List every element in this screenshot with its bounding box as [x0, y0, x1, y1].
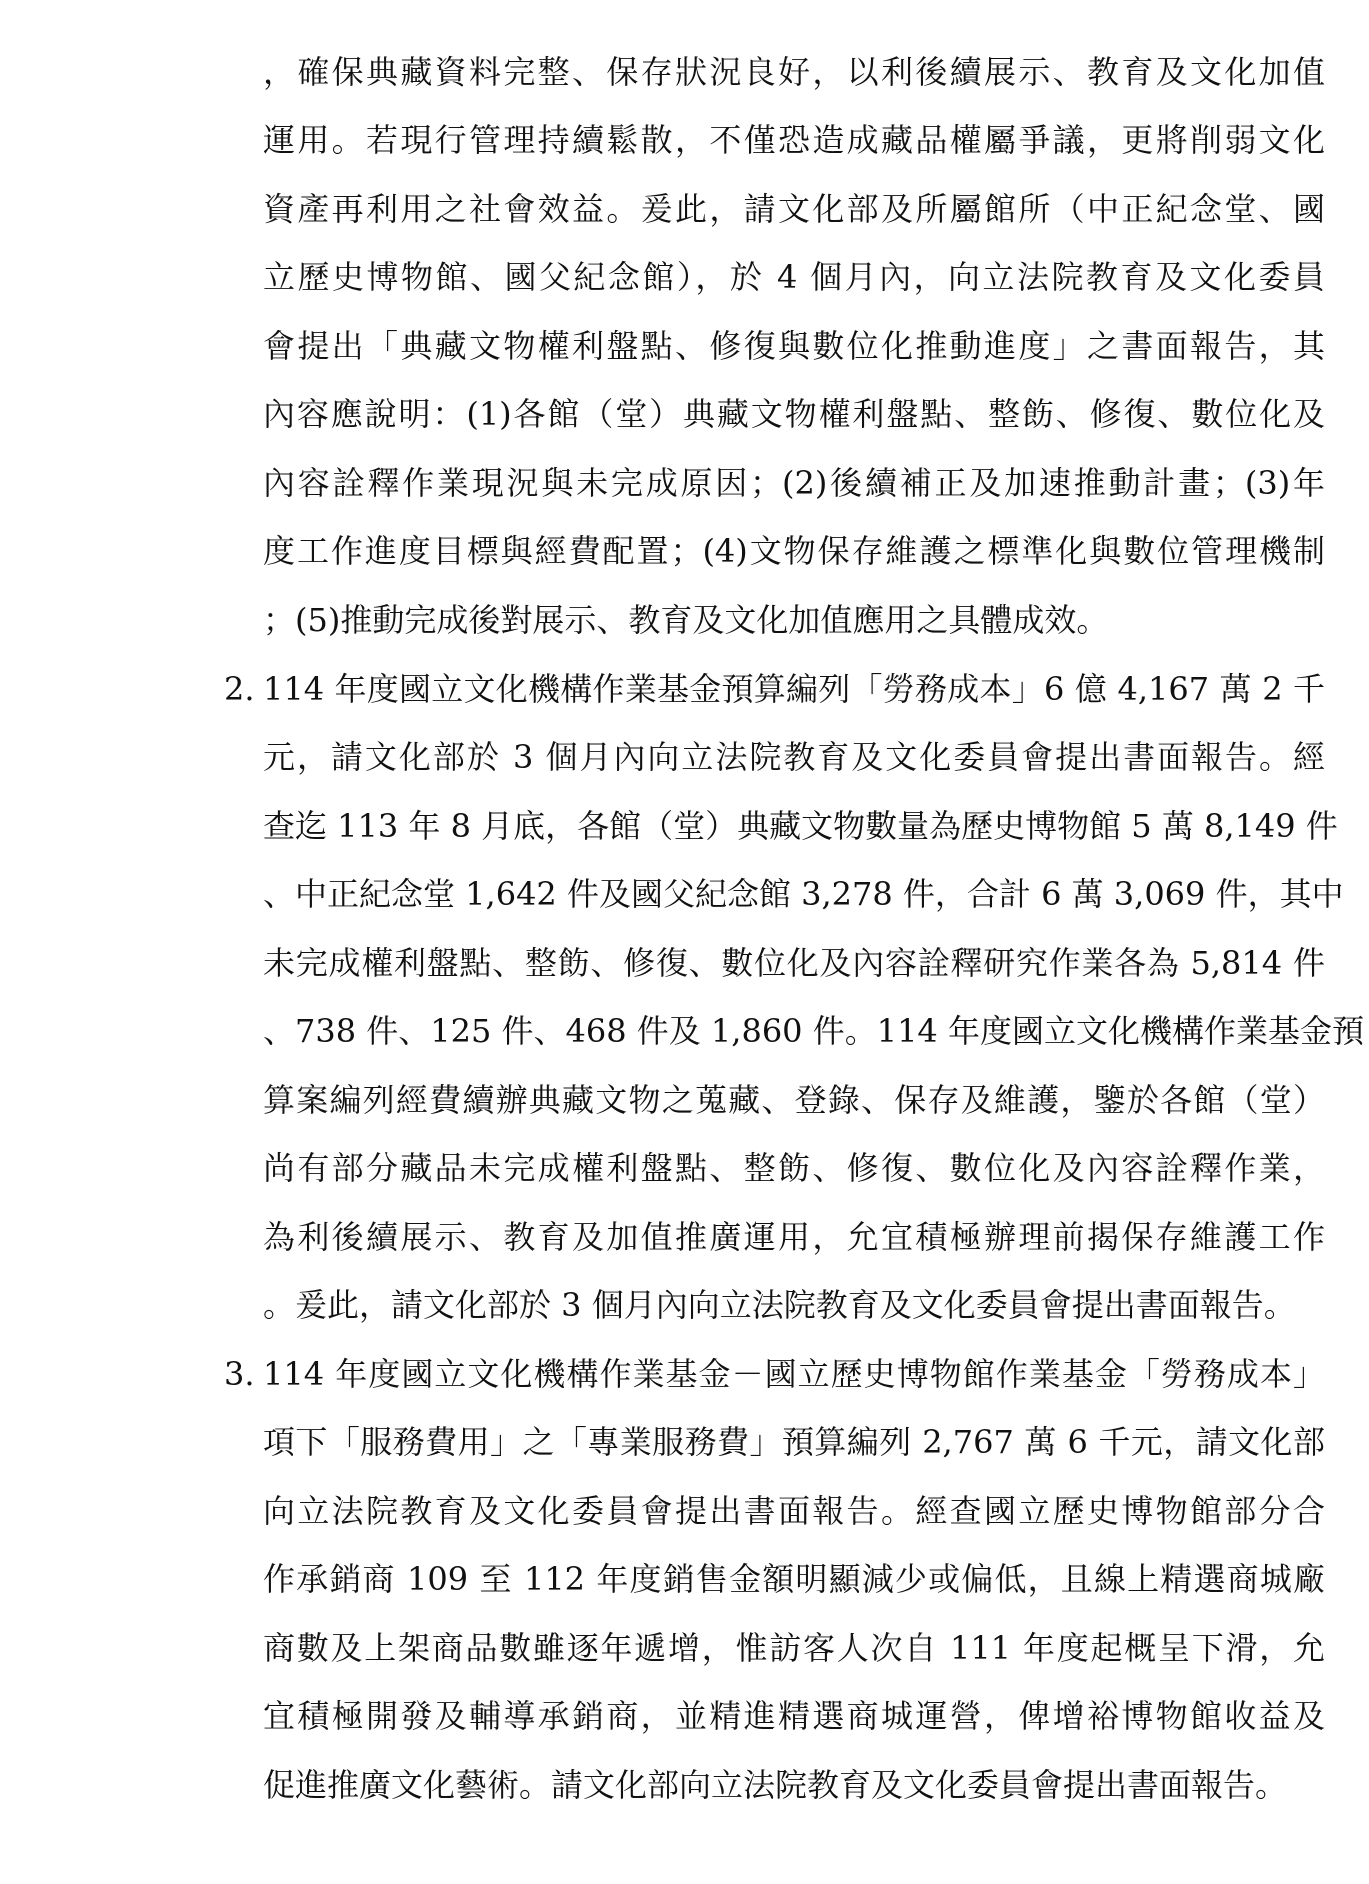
item-3-line: 向立法院教育及文化委員會提出書面報告。經查國立歷史博物館部分合 — [263, 1492, 1325, 1530]
paragraph-line: ；(5)推動完成後對展示、教育及文化加值應用之具體成效。 — [263, 601, 1109, 639]
paragraph-line: 度工作進度目標與經費配置；(4)文物保存維護之標準化與數位管理機制 — [263, 532, 1325, 570]
item-2-line: 、中正紀念堂 1,642 件及國父紀念館 3,278 件，合計 6 萬 3,069 件，其中 — [263, 875, 1344, 913]
paragraph-line: ，確保典藏資料完整、保存狀況良好，以利後續展示、教育及文化加值 — [263, 53, 1325, 91]
item-3-line: 項下「服務費用」之「專業服務費」預算編列 2,767 萬 6 千元，請文化部 — [263, 1423, 1325, 1461]
item-2-line: 算案編列經費續辦典藏文物之蒐藏、登錄、保存及維護，鑒於各館（堂） — [263, 1081, 1325, 1119]
item-3-line: 促進推廣文化藝術。請文化部向立法院教育及文化委員會提出書面報告。 — [263, 1766, 1288, 1804]
item-2-line: 尚有部分藏品未完成權利盤點、整飭、修復、數位化及內容詮釋作業， — [263, 1149, 1325, 1187]
item-3-line: 宜積極開發及輔導承銷商，並精進精選商城運營，俾增裕博物館收益及 — [263, 1697, 1325, 1735]
item-2-line: 查迄 113 年 8 月底，各館（堂）典藏文物數量為歷史博物館 5 萬 8,149 件 — [263, 807, 1338, 845]
paragraph-line: 運用。若現行管理持續鬆散，不僅恐造成藏品權屬爭議，更將削弱文化 — [263, 121, 1325, 159]
item-2-line: 未完成權利盤點、整飭、修復、數位化及內容詮釋研究作業各為 5,814 件 — [263, 944, 1325, 982]
item-2-line: 114 年度國立文化機構作業基金預算編列「勞務成本」6 億 4,167 萬 2 千 — [263, 670, 1325, 708]
item-2-line: 、738 件、125 件、468 件及 1,860 件。114 年度國立文化機構作業基金預 — [263, 1012, 1364, 1050]
item-3-line: 114 年度國立文化機構作業基金－國立歷史博物館作業基金「勞務成本」 — [263, 1355, 1325, 1393]
item-2-line: 為利後續展示、教育及加值推廣運用，允宜積極辦理前揭保存維護工作 — [263, 1218, 1325, 1256]
paragraph-line: 內容應說明：(1)各館（堂）典藏文物權利盤點、整飭、修復、數位化及 — [263, 395, 1325, 433]
item-2-line: 元，請文化部於 3 個月內向立法院教育及文化委員會提出書面報告。經 — [263, 738, 1325, 776]
paragraph-line: 資產再利用之社會效益。爰此，請文化部及所屬館所（中正紀念堂、國 — [263, 190, 1325, 228]
item-3-line: 商數及上架商品數雖逐年遞增，惟訪客人次自 111 年度起概呈下滑，允 — [263, 1629, 1325, 1667]
item-number: 2. — [224, 670, 255, 708]
item-number: 3. — [224, 1355, 255, 1393]
paragraph-line: 內容詮釋作業現況與未完成原因；(2)後續補正及加速推動計畫；(3)年 — [263, 464, 1325, 502]
paragraph-line: 會提出「典藏文物權利盤點、修復與數位化推動進度」之書面報告，其 — [263, 327, 1325, 365]
paragraph-line: 立歷史博物館、國父紀念館），於 4 個月內，向立法院教育及文化委員 — [263, 258, 1325, 296]
item-3-line: 作承銷商 109 至 112 年度銷售金額明顯減少或偏低，且線上精選商城廠 — [263, 1560, 1325, 1598]
item-2-line: 。爰此，請文化部於 3 個月內向立法院教育及文化委員會提出書面報告。 — [263, 1286, 1296, 1324]
